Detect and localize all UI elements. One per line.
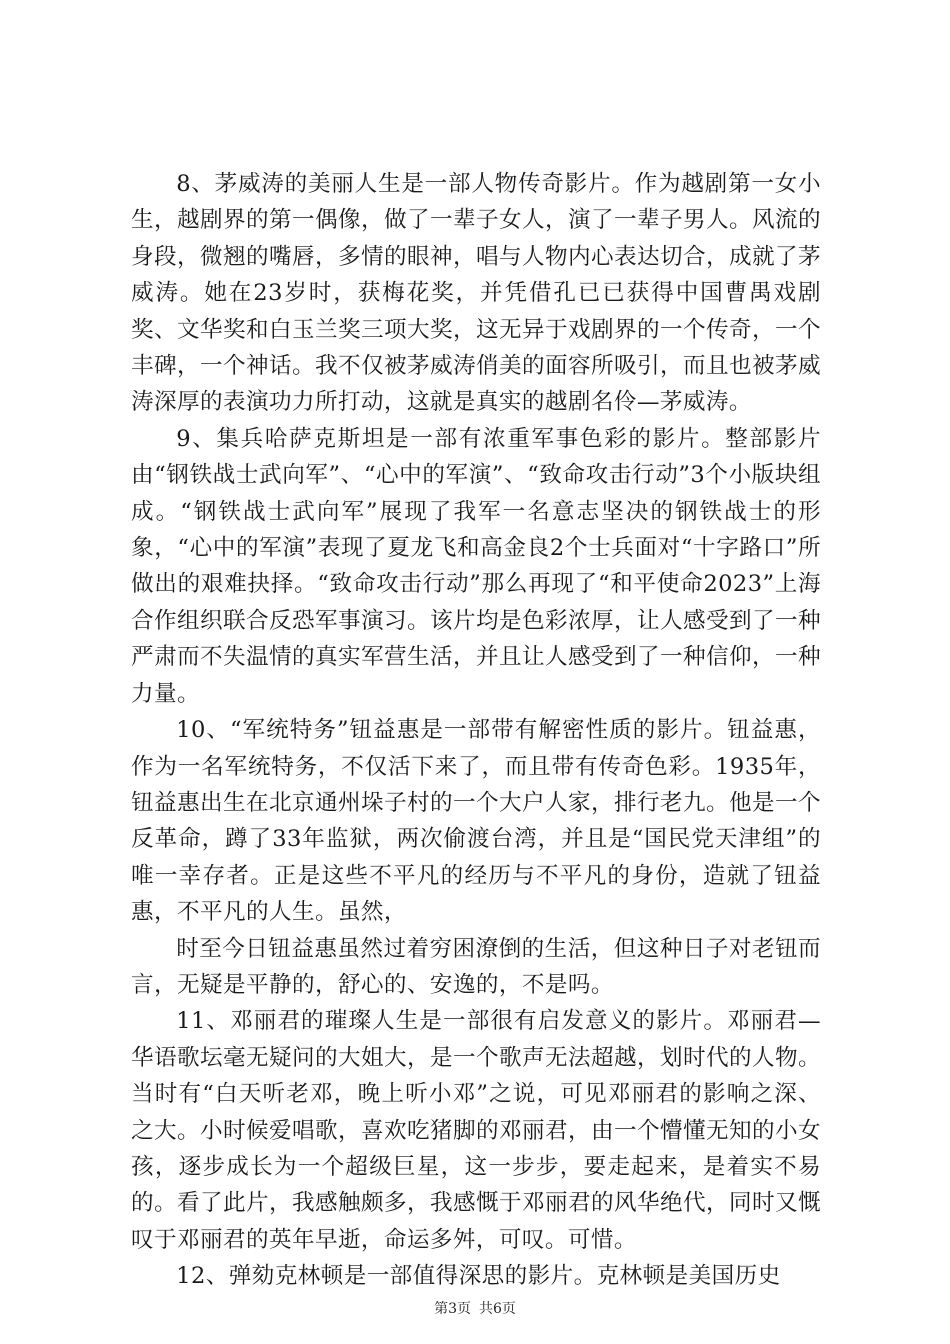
- paragraph-12: 12、弹劾克林顿是一部值得深思的影片。克林顿是美国历史: [176, 1263, 781, 1290]
- paragraph-9: 9、集兵哈萨克斯坦是一部有浓重军事色彩的影片。整部影片由“钢铁战士武向军”、“心中的军演”、“致命攻击行动”3个小版块组成。“钢铁战士武向军”展现了我军一名意志坚决的钢铁战士的形象，“心中的军演”表现了夏龙飞和高金良2个士兵面对“十字路口”所做出的艰难抉择。“致命攻击行动”那么再现了“和平使命2023”上海合作组织联合反恐军事演习。该片均是色彩浓厚，让人感受到了一种严肃而不失温情的真实军营生活，并且让人感受到了一种信仰，一种力量。: [131, 425, 821, 707]
- paragraph-11: 11、邓丽君的璀璨人生是一部很有启发意义的影片。邓丽君—华语歌坛毫无疑问的大姐大，是一个歌声无法超越，划时代的人物。当时有“白天听老邓，晚上听小邓”之说，可见邓丽君的影响之深、之大。小时候爱唱歌，喜欢吃猪脚的邓丽君，由一个懵懂无知的小女孩，逐步成长为一个超级巨星，这一步步，要走起来，是着实不易的。看了此片，我感触颇多，我感慨于邓丽君的风华绝代，同时又慨叹于邓丽君的英年早逝，命运多舛，可叹。可惜。: [131, 1008, 821, 1253]
- page-footer: [0, 1300, 950, 1318]
- page-number: 第3页: [434, 1301, 471, 1317]
- page-total: 共6页: [479, 1301, 516, 1317]
- paragraph-10: 10、“军统特务”钮益惠是一部带有解密性质的影片。钮益惠，作为一名军统特务，不仅活下来了，而且带有传奇色彩。1935年，钮益惠出生在北京通州垛子村的一个大户人家，排行老九。他是一个反革命，蹲了33年监狱，两次偷渡台湾，并且是“国民党天津组”的唯一幸存者。正是这些不平凡的经历与不平凡的身份，造就了钮益惠，不平凡的人生。虽然，: [131, 717, 821, 926]
- paragraph-8: 8、茅威涛的美丽人生是一部人物传奇影片。作为越剧第一女小生，越剧界的第一偶像，做了一辈子女人，演了一辈子男人。风流的身段，微翘的嘴唇，多情的眼神，唱与人物内心表达切合，成就了茅威涛。她在23岁时，获梅花奖，并凭借孔已已获得中国曹禺戏剧奖、文华奖和白玉兰奖三项大奖，这无异于戏剧界的一个传奇，一个丰碑，一个神话。我不仅被茅威涛俏美的面容所吸引，而且也被茅威涛深厚的表演功力所打动，这就是真实的越剧名伶—茅威涛。: [131, 171, 821, 416]
- document-body: [131, 166, 821, 1295]
- paragraph-10-continued: 时至今日钮益惠虽然过着穷困潦倒的生活，但这种日子对老钮而言，无疑是平静的，舒心的、安逸的，不是吗。: [131, 935, 821, 998]
